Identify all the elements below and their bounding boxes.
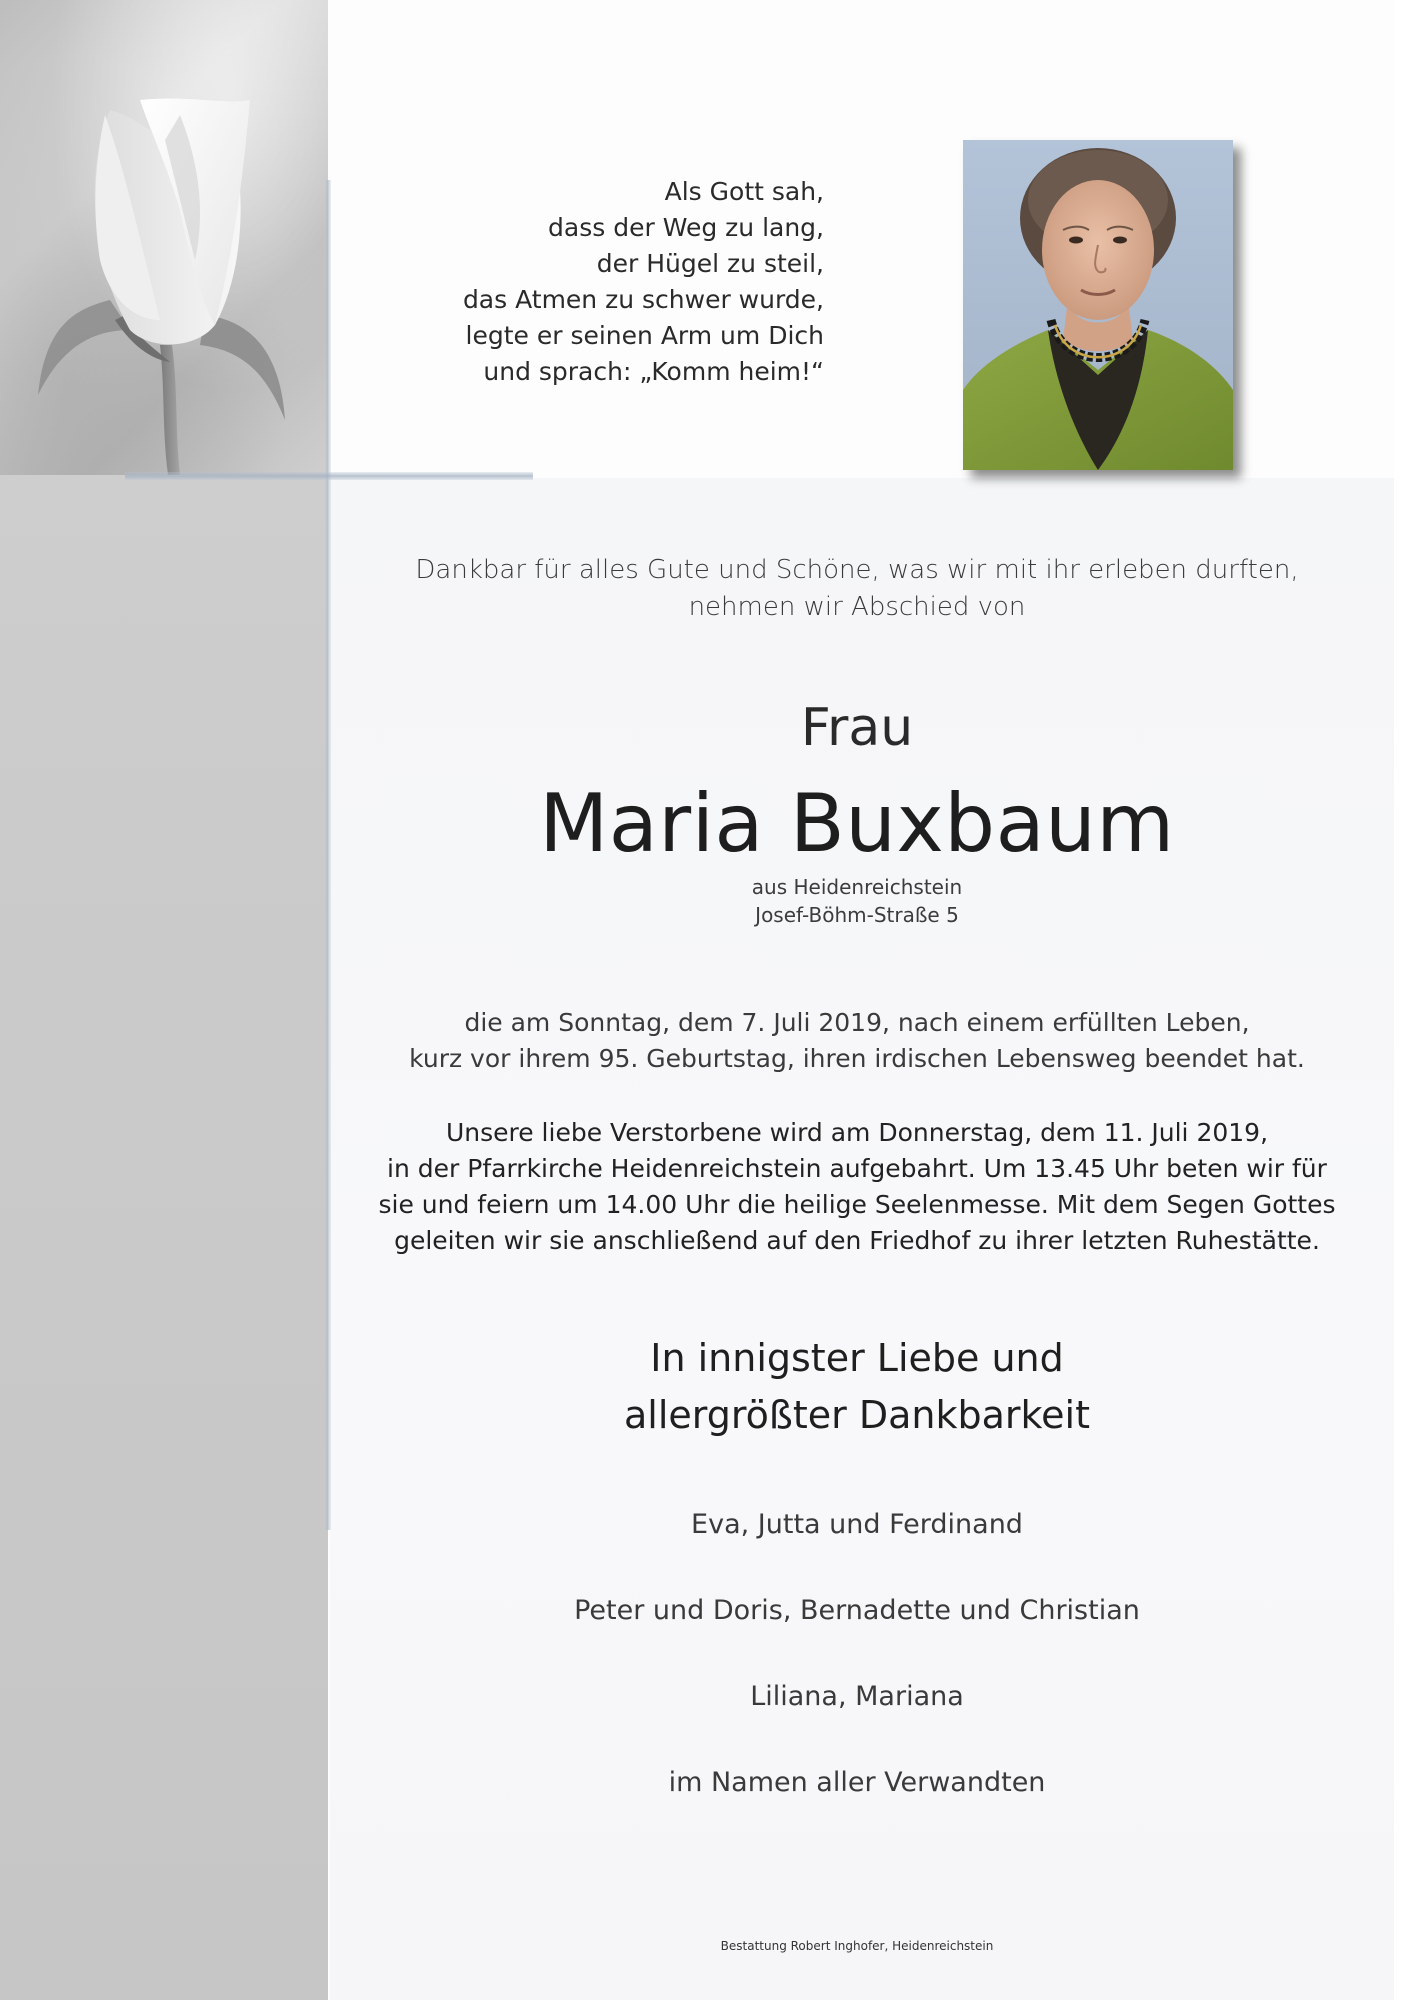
closing-words	[340, 1330, 1374, 1444]
intro-line: Dankbar für alles Gute und Schöne, was wir mit ihr erleben durften,	[415, 555, 1299, 585]
page-margin	[1394, 0, 1414, 2000]
mourner-line: im Namen aller Verwandten	[668, 1767, 1046, 1798]
poem-line: das Atmen zu schwer wurde,	[462, 285, 824, 314]
mourner-line: Liliana, Mariana	[750, 1681, 964, 1712]
undertaker-footer: Bestattung Robert Inghofer, Heidenreichstein	[720, 1939, 994, 1953]
closing-line: In innigster Liebe und	[650, 1336, 1064, 1380]
rose-panel	[0, 0, 328, 475]
intro-line: nehmen wir Abschied von	[688, 592, 1026, 622]
mourner-line: Eva, Jutta und Ferdinand	[691, 1509, 1023, 1540]
death-info	[340, 1005, 1374, 1077]
poem	[364, 174, 824, 390]
deceased-origin: aus Heidenreichstein	[751, 875, 963, 899]
portrait-photo	[963, 140, 1233, 470]
poem-line: Als Gott sah,	[664, 177, 824, 206]
white-rose-icon	[0, 0, 328, 475]
poem-line: und sprach: „Komm heim!“	[483, 357, 824, 386]
salutation: Frau	[800, 698, 914, 758]
funeral-info	[340, 1115, 1374, 1259]
funeral-info-line: in der Pfarrkirche Heidenreichstein aufgebahrt. Um 13.45 Uhr beten wir für	[387, 1154, 1327, 1183]
poem-line: legte er seinen Arm um Dich	[465, 321, 824, 350]
mourners-list	[340, 1505, 1374, 1849]
cross-crossbar	[125, 472, 533, 480]
closing-line: allergrößter Dankbarkeit	[624, 1393, 1090, 1437]
cross-icon	[325, 180, 331, 1530]
death-info-line: kurz vor ihrem 95. Geburtstag, ihren irdischen Lebensweg beendet hat.	[409, 1044, 1305, 1073]
funeral-info-line: Unsere liebe Verstorbene wird am Donnerstag, dem 11. Juli 2019,	[445, 1118, 1269, 1147]
mourner-line: Peter und Doris, Bernadette und Christian	[574, 1595, 1140, 1626]
death-info-line: die am Sonntag, dem 7. Juli 2019, nach einem erfüllten Leben,	[464, 1008, 1250, 1037]
poem-line: der Hügel zu steil,	[596, 249, 824, 278]
funeral-info-line: sie und feiern um 14.00 Uhr die heilige Seelenmesse. Mit dem Segen Gottes	[378, 1190, 1336, 1219]
poem-line: dass der Weg zu lang,	[548, 213, 824, 242]
intro-text	[340, 552, 1374, 626]
funeral-info-line: geleiten wir sie anschließend auf den Friedhof zu ihrer letzten Ruhestätte.	[394, 1226, 1320, 1255]
deceased-street: Josef-Böhm-Straße 5	[755, 903, 959, 927]
deceased-name: Maria Buxbaum	[539, 777, 1175, 870]
deceased-address	[340, 873, 1374, 929]
